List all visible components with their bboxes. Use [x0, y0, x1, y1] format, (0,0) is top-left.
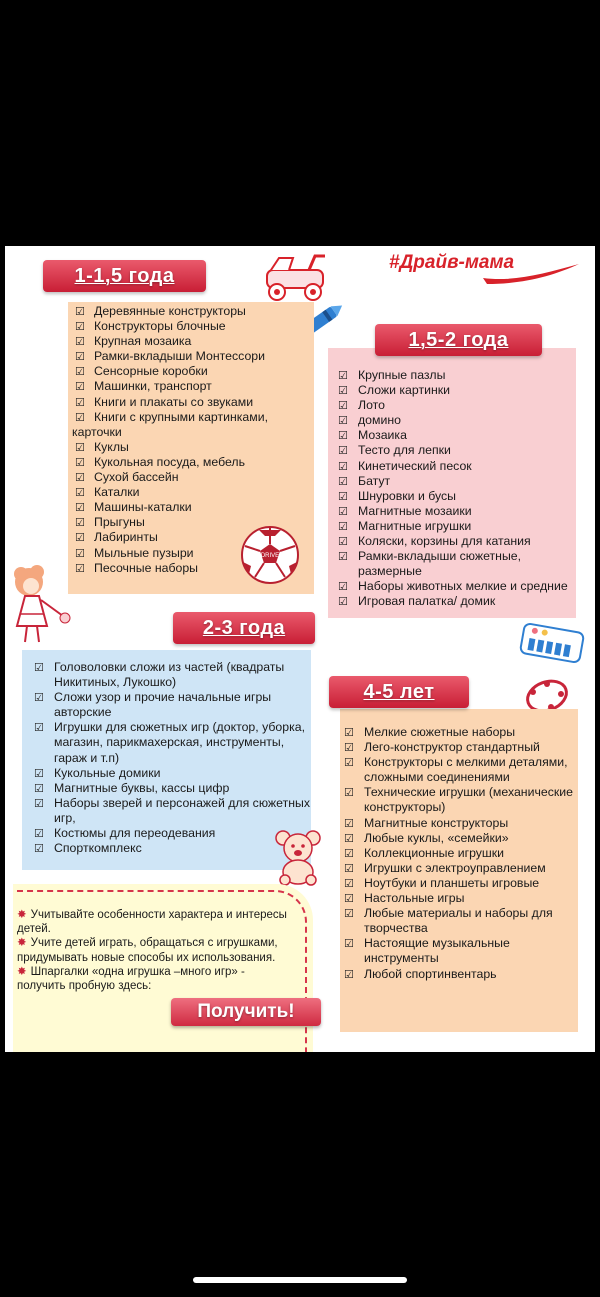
- checkbox-icon: ☑: [338, 581, 348, 594]
- tips-list: [17, 908, 295, 993]
- list-item: ☑ Крупная мозаика: [72, 334, 314, 349]
- checkbox-icon: ☑: [338, 430, 348, 443]
- checkbox-icon: ☑: [344, 817, 354, 830]
- list-item: ☑ Коляски, корзины для катания: [336, 534, 576, 549]
- checkbox-icon: ☑: [75, 396, 85, 409]
- list-item: ☑ Любые куклы, «семейки»: [342, 831, 578, 846]
- tip-item: ✸ Шпаргалки «одна игрушка –много игр» - получить пробную здесь:: [17, 965, 245, 993]
- list-item: ☑ Магнитные буквы, кассы цифр: [32, 781, 311, 796]
- list-item: ☑ Лего-конструктор стандартный: [342, 740, 578, 755]
- list-item: ☑ Технические игрушки (механические конструкторы): [344, 785, 573, 815]
- toy-list-2-3: [22, 650, 311, 856]
- section-1-5-2-years: [328, 348, 576, 618]
- checkbox-icon: ☑: [338, 536, 348, 549]
- checkbox-icon: ☑: [75, 487, 85, 500]
- list-item: ☑ Лото: [336, 398, 576, 413]
- checkbox-icon: ☑: [75, 321, 85, 334]
- list-item: ☑ Мелкие сюжетные наборы: [342, 725, 578, 740]
- checkbox-icon: ☑: [75, 336, 85, 349]
- list-item: ☑ Наборы зверей и персонажей для сюжетных игр,: [34, 795, 310, 825]
- teddy-bear-icon: [269, 828, 327, 886]
- list-item: ☑ Магнитные мозаики: [336, 504, 576, 519]
- list-item: ☑ Книги с крупными картинками, карточки: [72, 409, 268, 439]
- checkbox-icon: ☑: [75, 502, 85, 515]
- checkbox-icon: ☑: [34, 797, 44, 810]
- brand-title: #Драйв-мама: [389, 252, 515, 273]
- checkbox-icon: ☑: [344, 968, 354, 981]
- bullet-star-icon: ✸: [17, 937, 27, 950]
- list-item: ☑ Спорткомплекс: [32, 841, 311, 856]
- checkbox-icon: ☑: [75, 547, 85, 560]
- ball-label: DRIVE: [260, 553, 280, 559]
- checkbox-icon: ☑: [344, 877, 354, 890]
- list-item: ☑ Конструкторы с мелкими деталями, сложными соединениями: [344, 755, 568, 785]
- list-item: ☑ Любые материалы и наборы для творчества: [344, 906, 553, 936]
- section-title-2-3: 2-3 года: [173, 612, 315, 644]
- checkbox-icon: ☑: [75, 366, 85, 379]
- list-item: ☑ Настоящие музыкальные инструменты: [344, 936, 510, 966]
- checkbox-icon: ☑: [34, 692, 44, 705]
- checkbox-icon: ☑: [75, 456, 85, 469]
- toy-list-4-5: [340, 709, 578, 982]
- list-item: ☑ Машины-каталки: [72, 500, 314, 515]
- list-item: ☑ Деревянные конструкторы: [72, 304, 314, 319]
- list-item: ☑ Куклы: [72, 440, 314, 455]
- list-item: ☑ Песочные наборы: [72, 561, 314, 576]
- checkbox-icon: ☑: [75, 517, 85, 530]
- checkbox-icon: ☑: [344, 908, 354, 921]
- list-item: ☑ Сухой бассейн: [72, 470, 314, 485]
- list-item: ☑ Магнитные конструкторы: [342, 816, 578, 831]
- checkbox-icon: ☑: [338, 385, 348, 398]
- checkbox-icon: ☑: [338, 400, 348, 413]
- toy-keyboard-icon: [519, 622, 585, 664]
- list-item: ☑ Батут: [336, 474, 576, 489]
- list-item: ☑ Прыгуны: [72, 515, 314, 530]
- checkbox-icon: ☑: [338, 490, 348, 503]
- checkbox-icon: ☑: [338, 370, 348, 382]
- list-item: ☑ Шнуровки и бусы: [336, 489, 576, 504]
- list-item: ☑ Сложи узор и прочие начальные игры авторские: [34, 690, 272, 720]
- toy-list-1-5-2: [328, 348, 576, 610]
- checkbox-icon: ☑: [338, 415, 348, 428]
- list-item: ☑ Головоловки сложи из частей (квадраты Никитиных, Лукошко): [34, 660, 285, 690]
- checkbox-icon: ☑: [338, 445, 348, 458]
- list-item: ☑ Ноутбуки и планшеты игровые: [342, 876, 578, 891]
- list-item: ☑ Любой спортинвентарь: [342, 967, 578, 982]
- checkbox-icon: ☑: [75, 381, 85, 394]
- checkbox-icon: ☑: [344, 893, 354, 906]
- checkbox-icon: ☑: [338, 460, 348, 473]
- tip-item: ✸ Учитывайте особенности характера и интересы детей.: [17, 909, 287, 936]
- checkbox-icon: ☑: [75, 441, 85, 454]
- checkbox-icon: ☑: [75, 532, 85, 545]
- list-item: ☑ Кукольные домики: [32, 766, 311, 781]
- list-item: ☑ Сложи картинки: [336, 383, 576, 398]
- list-item: ☑ Игрушки для сюжетных игр (доктор, уборка, магазин, парикмахерская, инструменты, гараж и т.п): [34, 720, 305, 765]
- list-item: ☑ Крупные пазлы: [336, 368, 576, 383]
- checkbox-icon: ☑: [344, 787, 354, 800]
- tip-item: ✸ Учите детей играть, обращаться с игрушками, придумывать новые способы их использования.: [17, 937, 278, 964]
- checkbox-icon: ☑: [344, 727, 354, 739]
- list-item: ☑ Костюмы для переодевания: [32, 826, 311, 841]
- list-item: ☑ Тесто для лепки: [336, 443, 576, 458]
- section-title-1-1-5: 1-1,5 года: [43, 260, 206, 292]
- checkbox-icon: ☑: [344, 847, 354, 860]
- list-item: ☑ Сенсорные коробки: [72, 364, 314, 379]
- section-title-1-5-2: 1,5-2 года: [375, 324, 542, 356]
- list-item: ☑ Наборы животных мелкие и средние: [336, 579, 576, 594]
- checkbox-icon: ☑: [338, 520, 348, 533]
- list-item: ☑ Магнитные игрушки: [336, 519, 576, 534]
- bullet-star-icon: ✸: [17, 909, 27, 921]
- list-item: ☑ Лабиринты: [72, 530, 314, 545]
- list-item: ☑ Коллекционные игрушки: [342, 846, 578, 861]
- list-item: ☑ Конструкторы блочные: [72, 319, 314, 334]
- checkbox-icon: ☑: [344, 757, 354, 770]
- checkbox-icon: ☑: [34, 722, 44, 735]
- checkbox-icon: ☑: [75, 562, 85, 575]
- list-item: ☑ Кинетический песок: [336, 459, 576, 474]
- checkbox-icon: ☑: [34, 843, 44, 856]
- girl-illustration-icon: [7, 564, 79, 648]
- list-item: ☑ Каталки: [72, 485, 314, 500]
- home-indicator[interactable]: [193, 1277, 407, 1283]
- checkbox-icon: ☑: [338, 475, 348, 488]
- ball-icon: [239, 524, 301, 586]
- list-item: ☑ Рамки-вкладыши Монтессори: [72, 349, 314, 364]
- ride-on-toy-icon: [259, 252, 333, 304]
- checkbox-icon: ☑: [338, 551, 348, 564]
- brand-swoosh-icon: [483, 256, 583, 286]
- checkbox-icon: ☑: [34, 828, 44, 841]
- list-item: ☑ Игрушки с электроуправлением: [342, 861, 578, 876]
- section-4-5-years: [340, 709, 578, 1032]
- checkbox-icon: ☑: [34, 662, 44, 674]
- list-item: ☑ Книги и плакаты со звуками: [72, 395, 314, 410]
- checkbox-icon: ☑: [344, 832, 354, 845]
- list-item: ☑ Рамки-вкладыши сюжетные, размерные: [338, 549, 522, 579]
- checkbox-icon: ☑: [338, 505, 348, 518]
- list-item: ☑ Игровая палатка/ домик: [336, 594, 576, 609]
- checkbox-icon: ☑: [34, 767, 44, 780]
- bullet-star-icon: ✸: [17, 965, 27, 978]
- get-button[interactable]: Получить!: [171, 998, 321, 1026]
- checkbox-icon: ☑: [75, 472, 85, 485]
- section-title-4-5: 4-5 лет: [329, 676, 469, 708]
- list-item: ☑ Кукольная посуда, мебель: [72, 455, 314, 470]
- list-item: ☑ Мыльные пузыри: [72, 546, 314, 561]
- list-item: ☑ Мозаика: [336, 428, 576, 443]
- section-2-3-years: [22, 650, 311, 870]
- checkbox-icon: ☑: [344, 862, 354, 875]
- checkbox-icon: ☑: [75, 411, 85, 424]
- list-item: ☑ домино: [336, 413, 576, 428]
- checkbox-icon: ☑: [344, 742, 354, 755]
- checkbox-icon: ☑: [338, 596, 348, 609]
- list-item: ☑ Машинки, транспорт: [72, 379, 314, 394]
- list-item: ☑ Настольные игры: [342, 891, 578, 906]
- infographic-sheet: [5, 246, 595, 1052]
- checkbox-icon: ☑: [344, 938, 354, 951]
- checkbox-icon: ☑: [75, 351, 85, 364]
- checkbox-icon: ☑: [34, 782, 44, 795]
- checkbox-icon: ☑: [75, 306, 85, 318]
